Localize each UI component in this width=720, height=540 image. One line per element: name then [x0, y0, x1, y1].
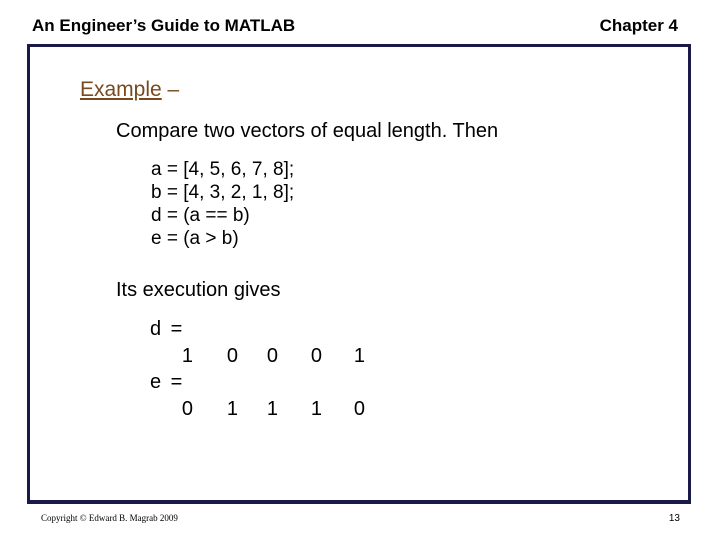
- output-value: 1: [181, 345, 193, 367]
- code-line: d = (a == b): [151, 205, 250, 226]
- code-line: a = [4, 5, 6, 7, 8];: [151, 159, 295, 180]
- output-value: 1: [266, 398, 278, 420]
- output-var-label: d =: [150, 318, 185, 340]
- example-heading: [80, 78, 179, 102]
- document-title: An Engineer’s Guide to MATLAB: [32, 16, 296, 35]
- code-block: [151, 158, 294, 250]
- code-line: e = (a > b): [151, 228, 239, 249]
- output-value: 0: [310, 345, 322, 367]
- code-line: b = [4, 3, 2, 1, 8];: [151, 182, 295, 203]
- chapter-label: Chapter 4: [599, 16, 678, 35]
- execution-label: Its execution gives: [116, 279, 281, 301]
- output-value: 0: [226, 345, 238, 367]
- output-value: 0: [181, 398, 193, 420]
- example-heading-word: Example: [80, 78, 162, 101]
- output-value: 0: [353, 398, 365, 420]
- output-var-label: e =: [150, 371, 185, 393]
- intro-text: Compare two vectors of equal length. Then: [116, 120, 499, 142]
- output-value: 1: [310, 398, 322, 420]
- output-value: 0: [266, 345, 278, 367]
- output-value: 1: [353, 345, 365, 367]
- example-heading-dash: –: [161, 78, 180, 101]
- slide-frame: [27, 44, 691, 504]
- page-number: 13: [668, 513, 680, 524]
- output-value: 1: [226, 398, 238, 420]
- copyright-notice: Copyright © Edward B. Magrab 2009: [41, 513, 178, 523]
